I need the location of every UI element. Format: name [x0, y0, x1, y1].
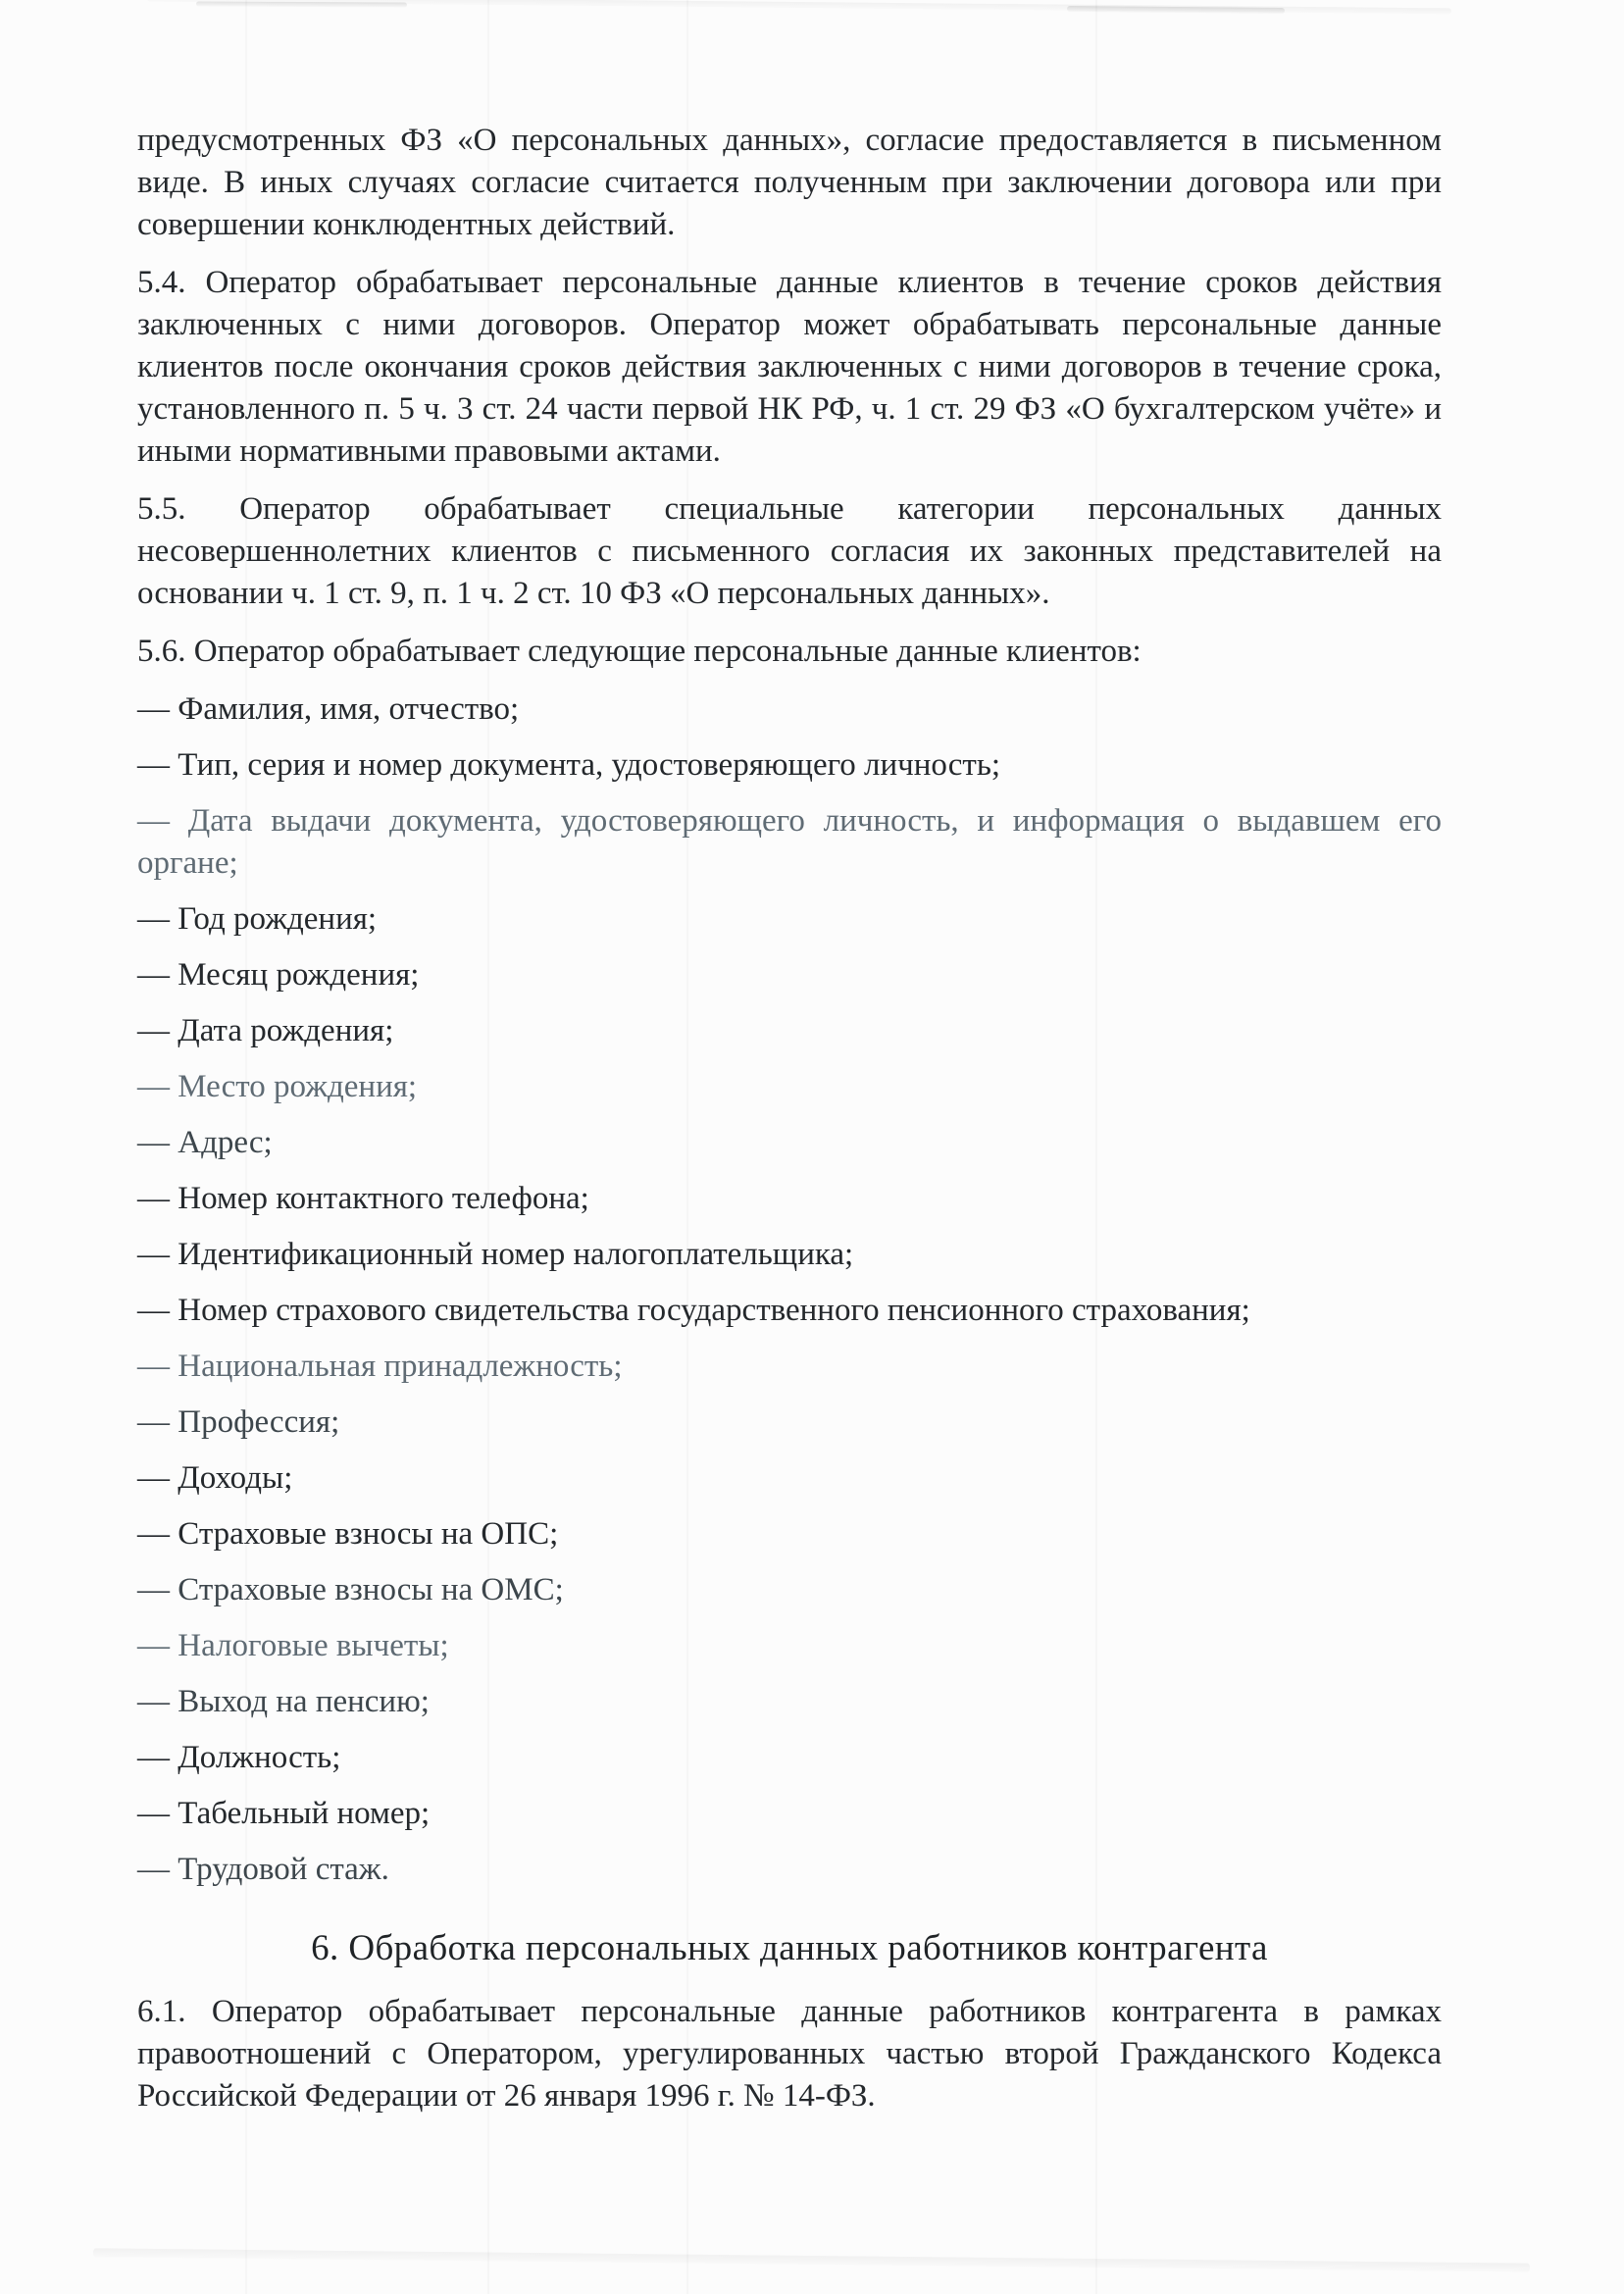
list-item-retirement: — Выход на пенсию; [137, 1684, 430, 1719]
list-item-tax-deductions: — Налоговые вычеты; [137, 1628, 449, 1663]
document-text-column [137, 120, 1442, 2133]
list-item-birth-place: — Место рождения; [137, 1069, 418, 1104]
list-item-inn: — Идентификационный номер налогоплательщика; [137, 1237, 854, 1272]
list-item-phone: — Номер контактного телефона; [137, 1181, 589, 1216]
scan-artifact-top-mark [1067, 6, 1285, 14]
scan-artifact-top-mark [196, 1, 407, 7]
list-item-work-experience: — Трудовой стаж. [137, 1852, 389, 1887]
section-6-heading: 6. Обработка персональных данных работников контрагента [311, 1928, 1268, 1968]
list-item-nationality: — Национальная принадлежность; [137, 1349, 623, 1384]
paragraph-6-1: 6.1. Оператор обрабатывает персональные данные работников контрагента в рамках правоотношений с Оператором, урегулированных частью второй Гражданского Кодекса Российской Федерации от 26 января 1996 г. № 14-ФЗ. [137, 1994, 1442, 2114]
list-item-ops: — Страховые взносы на ОПС; [137, 1516, 559, 1552]
paragraph-intro: предусмотренных ФЗ «О персональных данных», согласие предоставляется в письменном виде. В иных случаях согласие считается полученным при заключении договора или при совершении конклюдентных действий. [137, 123, 1442, 242]
paragraph-5-6: 5.6. Оператор обрабатывает следующие персональные данные клиентов: [137, 634, 1142, 669]
list-item-oms: — Страховые взносы на ОМС; [137, 1572, 564, 1607]
list-item-issue-date: — Дата выдачи документа, удостоверяющего личность, и информация о выдавшем его органе; [137, 803, 1442, 881]
list-item-position: — Должность; [137, 1740, 341, 1775]
list-item-snils: — Номер страхового свидетельства государственного пенсионного страхования; [137, 1293, 1250, 1328]
list-item-surname: — Фамилия, имя, отчество; [137, 691, 520, 727]
list-item-birth-date: — Дата рождения; [137, 1013, 394, 1048]
paragraph-5-4: 5.4. Оператор обрабатывает персональные данные клиентов в течение сроков действия заключенных с ними договоров. Оператор может обрабатывать персональные данные клиентов после окончания сроков действия заключенных с ними договоров в течение срока, установленного п. 5 ч. 3 ст. 24 части первой НК РФ, ч. 1 ст. 29 ФЗ «О бухгалтерском учёте» и иными нормативными правовыми актами. [137, 265, 1442, 469]
scan-artifact-bottom-streak [93, 2248, 1530, 2271]
list-item-address: — Адрес; [137, 1125, 273, 1160]
list-item-personnel-number: — Табельный номер; [137, 1796, 431, 1831]
list-item-income: — Доходы; [137, 1460, 293, 1496]
list-item-id-document: — Тип, серия и номер документа, удостоверяющего личность; [137, 747, 1001, 783]
paragraph-5-5: 5.5. Оператор обрабатывает специальные категории персональных данных несовершеннолетних клиентов с письменного согласия их законных представителей на основании ч. 1 ст. 9, п. 1 ч. 2 ст. 10 ФЗ «О персональных данных». [137, 491, 1442, 611]
list-item-birth-year: — Год рождения; [137, 901, 378, 937]
list-item-profession: — Профессия; [137, 1404, 340, 1440]
list-item-birth-month: — Месяц рождения; [137, 957, 420, 993]
